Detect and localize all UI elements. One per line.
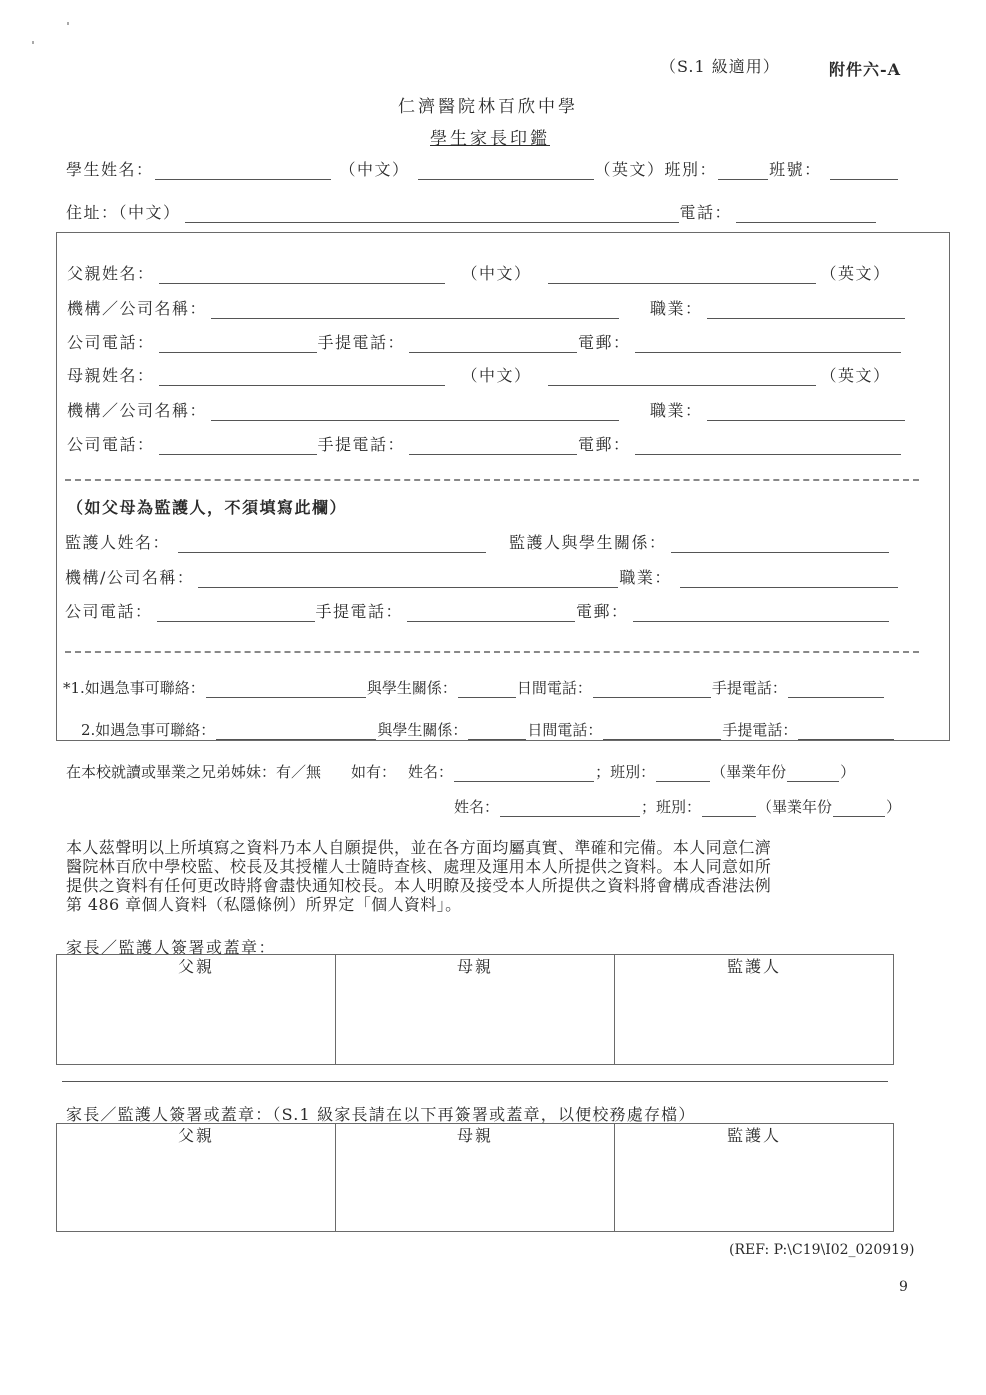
siblings-if-yes: 如有： — [351, 763, 397, 781]
siblings-row-2 — [454, 797, 901, 817]
sibling-name-label: 姓名： — [408, 763, 454, 781]
sibling-grad-year-field[interactable] — [787, 767, 839, 782]
siblings-row-1 — [66, 762, 855, 782]
reference-code: (REF: P:\C19\I02_020919) — [729, 1242, 915, 1258]
signature-cell-mother[interactable] — [336, 955, 615, 1065]
declaration-line: 本人茲聲明以上所填寫之資料乃本人自願提供，並在各方面均屬真實、準確和完備。本人同意仁濟 — [66, 838, 772, 857]
emergency-row-2 — [81, 720, 895, 740]
guardian-phone-row — [65, 602, 890, 622]
guardian-office-phone-field[interactable] — [157, 607, 315, 622]
guardian-mobile-field[interactable] — [407, 607, 575, 622]
guardian-name-field[interactable] — [178, 538, 486, 553]
father-name-row — [67, 264, 891, 284]
cut-line — [62, 1081, 888, 1082]
guardian-name-label: 監護人姓名： — [65, 533, 171, 552]
emergency-relation-label: 與學生關係： — [366, 679, 457, 697]
mother-phone-row — [67, 435, 902, 455]
mother-name-zh-field[interactable] — [159, 371, 445, 386]
guardian-note: （如父母為監護人，不須填寫此欄） — [67, 498, 348, 517]
siblings-question: 在本校就讀或畢業之兄弟姊妹： — [66, 763, 277, 781]
sibling-class-label: ；班別： — [641, 798, 702, 816]
signature-header: 父親 — [177, 1126, 214, 1145]
emergency-mobile-label: 手提電話： — [722, 721, 798, 739]
guardian-relation-label: 監護人與學生關係： — [509, 533, 667, 552]
emergency-contact-field[interactable] — [216, 725, 376, 740]
student-class-no-label: 班號： — [769, 160, 822, 179]
sibling-grad-year-field[interactable] — [833, 802, 885, 817]
mother-occupation-field[interactable] — [707, 406, 905, 421]
signature-table-archive — [56, 1123, 894, 1232]
home-phone-field[interactable] — [736, 208, 876, 223]
mother-office-phone-label: 公司電話： — [67, 435, 155, 454]
guardian-occupation-field[interactable] — [680, 573, 898, 588]
declaration-line: 第 486 章個人資料（私隱條例）所界定「個人資料」。 — [66, 895, 462, 914]
address-row — [66, 203, 877, 223]
student-class-label: 班別： — [664, 160, 718, 179]
father-mobile-label: 手提電話： — [317, 333, 406, 352]
emergency-relation-label: 與學生關係： — [377, 721, 468, 739]
emergency-contact-field[interactable] — [206, 683, 366, 698]
sibling-name-field[interactable] — [454, 767, 594, 782]
mother-name-row — [67, 366, 891, 386]
sibling-grad-open: （畢業年份 — [711, 763, 787, 781]
guardian-occupation-label: 職業： — [619, 568, 672, 587]
emergency-day-phone-field[interactable] — [603, 725, 721, 740]
scan-speck — [32, 41, 34, 44]
father-english-suffix: （英文） — [820, 264, 891, 283]
emergency-contact-label: *1.如遇急事可聯絡： — [63, 679, 205, 697]
declaration-text — [66, 838, 771, 914]
father-company-field[interactable] — [211, 304, 619, 319]
signature-header: 父親 — [177, 957, 214, 976]
emergency-day-phone-label: 日間電話： — [527, 721, 603, 739]
emergency-mobile-field[interactable] — [788, 683, 884, 698]
guardian-email-field[interactable] — [633, 607, 889, 622]
guardian-company-field[interactable] — [198, 573, 618, 588]
sibling-class-field[interactable] — [656, 767, 710, 782]
mother-occupation-label: 職業： — [650, 401, 703, 420]
father-company-row — [67, 299, 906, 319]
guardian-name-row — [65, 533, 890, 553]
mother-chinese-suffix: （中文） — [461, 366, 532, 385]
father-company-label: 機構／公司名稱： — [67, 299, 208, 318]
father-email-field[interactable] — [635, 338, 901, 353]
father-name-label: 父親姓名： — [67, 264, 155, 283]
page-number: 9 — [899, 1279, 908, 1295]
mother-office-phone-field[interactable] — [159, 440, 317, 455]
student-class-no-field[interactable] — [830, 165, 898, 180]
guardian-email-label: 電郵： — [576, 602, 629, 621]
appendix-label: 附件六-A — [829, 60, 902, 79]
grade-note: （S.1 級適用） — [660, 57, 780, 76]
father-occupation-field[interactable] — [707, 304, 905, 319]
mother-company-field[interactable] — [211, 406, 619, 421]
mother-company-label: 機構／公司名稱： — [67, 401, 208, 420]
father-office-phone-label: 公司電話： — [67, 333, 155, 352]
mother-mobile-label: 手提電話： — [317, 435, 406, 454]
emergency-relation-field[interactable] — [468, 725, 526, 740]
guardian-note-row — [67, 498, 347, 518]
student-name-zh-field[interactable] — [155, 165, 331, 180]
section-divider — [65, 479, 919, 481]
student-name-en-field[interactable] — [418, 165, 594, 180]
signature-header: 母親 — [456, 1126, 493, 1145]
student-chinese-suffix: （中文） — [339, 160, 410, 179]
mother-email-label: 電郵： — [578, 435, 631, 454]
father-email-label: 電郵： — [578, 333, 631, 352]
sibling-grad-close: ） — [840, 763, 856, 781]
mother-email-field[interactable] — [635, 440, 901, 455]
emergency-relation-field[interactable] — [458, 683, 516, 698]
signature-cell-guardian[interactable] — [615, 955, 894, 1065]
home-phone-label: 電話： — [679, 203, 733, 222]
emergency-mobile-label: 手提電話： — [711, 679, 787, 697]
guardian-company-row — [65, 568, 899, 588]
signature-header: 監護人 — [726, 1126, 781, 1145]
emergency-day-phone-field[interactable] — [593, 683, 711, 698]
student-class-field[interactable] — [718, 165, 768, 180]
section-divider — [65, 651, 919, 653]
father-name-zh-field[interactable] — [159, 269, 445, 284]
declaration-line: 醫院林百欣中學校監、校長及其授權人士隨時查核、處理及運用本人所提供之資料。本人同意如所 — [66, 857, 772, 876]
student-name-row — [66, 160, 899, 180]
guardian-relation-field[interactable] — [671, 538, 889, 553]
signature-cell-guardian[interactable] — [615, 1124, 894, 1232]
father-occupation-label: 職業： — [650, 299, 703, 318]
declaration-line: 提供之資料有任何更改時將會盡快通知校長。本人明瞭及接受本人所提供之資料將會構成香港法例 — [66, 876, 772, 895]
sibling-name-label: 姓名： — [454, 798, 500, 816]
signature-cell-father[interactable] — [57, 1124, 336, 1232]
father-mobile-field[interactable] — [409, 338, 577, 353]
emergency-mobile-field[interactable] — [798, 725, 894, 740]
mother-mobile-field[interactable] — [409, 440, 577, 455]
sibling-grad-close: ） — [886, 798, 902, 816]
father-phone-row — [67, 333, 902, 353]
guardian-mobile-label: 手提電話： — [315, 602, 404, 621]
sibling-name-field[interactable] — [500, 802, 640, 817]
siblings-options[interactable]: 有／無 — [276, 763, 322, 781]
signature-label: 家長／監護人簽署或蓋章： — [66, 938, 277, 957]
mother-name-en-field[interactable] — [548, 371, 816, 386]
scan-speck — [67, 22, 69, 25]
father-chinese-suffix: （中文） — [461, 264, 532, 283]
signature-header: 監護人 — [726, 957, 781, 976]
address-label: 住址：（中文） — [66, 203, 181, 222]
student-name-label: 學生姓名： — [66, 160, 154, 179]
emergency-row-1 — [63, 678, 885, 698]
sibling-grad-open: （畢業年份 — [757, 798, 833, 816]
sibling-class-field[interactable] — [702, 802, 756, 817]
signature-cell-mother[interactable] — [336, 1124, 615, 1232]
mother-english-suffix: （英文） — [820, 366, 891, 385]
form-title: 學生家長印鑑 — [430, 129, 550, 149]
guardian-office-phone-label: 公司電話： — [65, 602, 153, 621]
emergency-contact-label: 2.如遇急事可聯絡： — [81, 721, 216, 739]
father-office-phone-field[interactable] — [159, 338, 317, 353]
emergency-day-phone-label: 日間電話： — [516, 679, 592, 697]
address-field[interactable] — [185, 208, 679, 223]
father-name-en-field[interactable] — [548, 269, 816, 284]
school-name: 仁濟醫院林百欣中學 — [398, 97, 578, 117]
sibling-class-label: ；班別： — [595, 763, 656, 781]
student-english-suffix: （英文） — [594, 160, 665, 179]
guardian-company-label: 機構/公司名稱： — [65, 568, 195, 587]
signature-table — [56, 954, 894, 1065]
signature-header: 母親 — [456, 957, 493, 976]
mother-name-label: 母親姓名： — [67, 366, 155, 385]
signature-cell-father[interactable] — [57, 955, 336, 1065]
parent-info-box — [56, 232, 950, 741]
mother-company-row — [67, 401, 906, 421]
signature-label-archive: 家長／監護人簽署或蓋章：（S.1 級家長請在以下再簽署或蓋章，以便校務處存檔） — [66, 1105, 696, 1124]
